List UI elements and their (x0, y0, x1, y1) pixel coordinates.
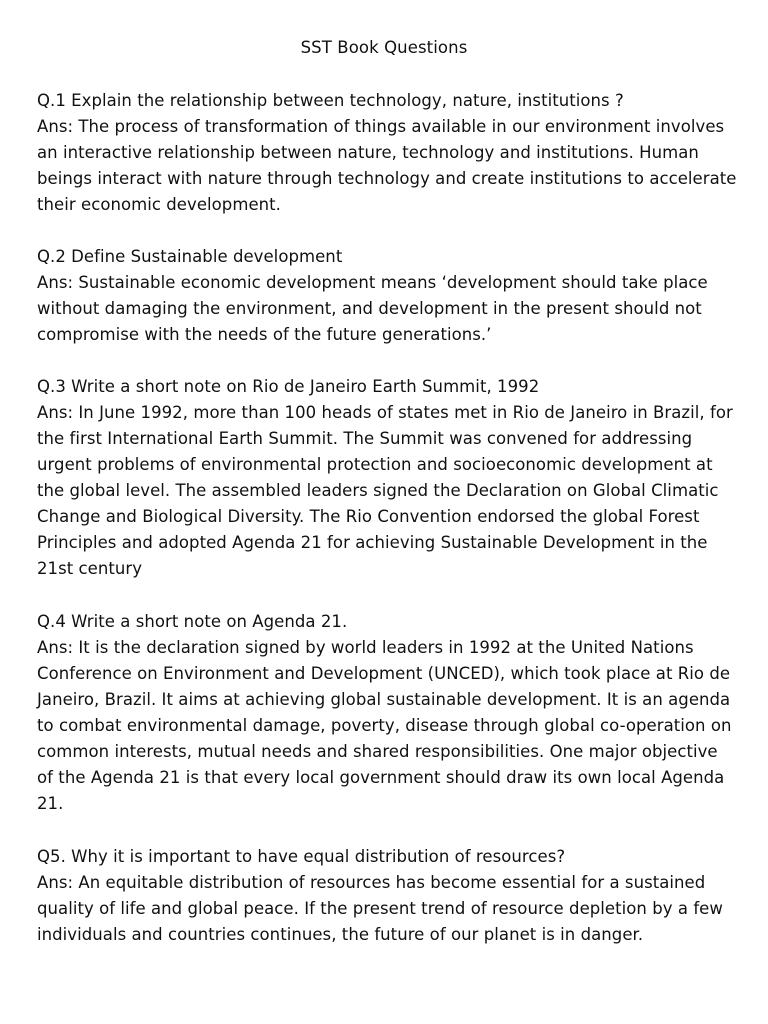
question-block-5 (37, 844, 737, 948)
question-block-4 (37, 609, 737, 817)
document-title: SST Book Questions (300, 38, 468, 57)
question-block-3 (37, 374, 737, 582)
answer-5: Ans: An equitable distribution of resources has become essential for a sustained quality of life and global peace. If the present trend of resource depletion by a few individuals and countries continues, the future of our planet is in danger. (37, 873, 723, 944)
question-block-2 (37, 244, 737, 348)
answer-3: Ans: In June 1992, more than 100 heads of states met in Rio de Janeiro in Brazil, for the first International Earth Summit. The Summit was convened for addressing urgent problems of environmental protection and socioeconomic development at the global level. The assembled leaders signed the Declaration on Global Climatic Change and Biological Diversity. The Rio Convention endorsed the global Forest Principles and adopted Agenda 21 for achieving Sustainable Development in the 21st century (37, 403, 733, 578)
question-2: Q.2 Define Sustainable development (37, 247, 343, 266)
question-5: Q5. Why it is important to have equal distribution of resources? (37, 847, 566, 866)
question-3: Q.3 Write a short note on Rio de Janeiro Earth Summit, 1992 (37, 377, 540, 396)
answer-2: Ans: Sustainable economic development means ‘development should take place without damaging the environment, and development in the present should not compromise with the needs of the future generations.’ (37, 273, 708, 344)
question-block-1 (37, 88, 737, 218)
answer-4: Ans: It is the declaration signed by world leaders in 1992 at the United Nations Conference on Environment and Development (UNCED), which took place at Rio de Janeiro, Brazil. It aims at achieving global sustainable development. It is an agenda to combat environmental damage, poverty, disease through global co-operation on common interests, mutual needs and shared responsibilities. One major objective of the Agenda 21 is that every local government should draw its own local Agenda 21. (37, 638, 732, 813)
question-1: Q.1 Explain the relationship between technology, nature, institutions ? (37, 91, 624, 110)
answer-1: Ans: The process of transformation of things available in our environment involves an interactive relationship between nature, technology and institutions. Human beings interact with nature through technology and create institutions to accelerate their economic development. (37, 117, 737, 214)
question-4: Q.4 Write a short note on Agenda 21. (37, 612, 348, 631)
